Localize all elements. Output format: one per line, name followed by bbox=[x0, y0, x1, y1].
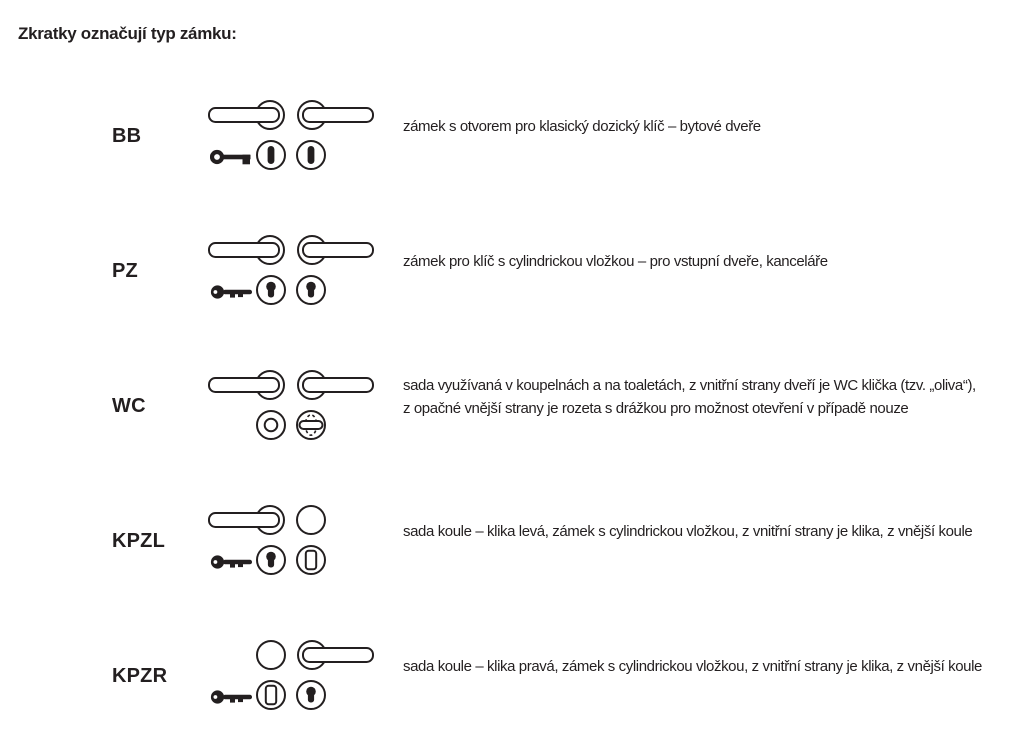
lever-handle-right-icon bbox=[290, 639, 374, 671]
lock-description bbox=[400, 374, 1011, 420]
bb-keyhole-rosette-icon bbox=[255, 139, 287, 171]
cylinder-key-icon bbox=[210, 685, 256, 709]
cylinder-key-icon bbox=[210, 550, 256, 574]
door-knob-icon bbox=[295, 504, 327, 536]
description-line: zámek s otvorem pro klasický dozický klíč – bytové dveře bbox=[403, 118, 761, 135]
lock-icon-set bbox=[208, 99, 400, 175]
lock-type-list bbox=[0, 69, 1011, 744]
lever-handle-right-icon bbox=[290, 234, 374, 266]
lock-icon-set bbox=[208, 504, 400, 580]
lever-handle-right-icon bbox=[290, 99, 374, 131]
lever-handle-left-icon bbox=[208, 504, 292, 536]
lock-code-label: KPZL bbox=[112, 530, 166, 552]
lever-handle-right-icon bbox=[290, 369, 374, 401]
pz-keyhole-rosette-icon bbox=[295, 274, 327, 306]
lever-handle-left-icon bbox=[208, 99, 292, 131]
cylinder-key-icon bbox=[210, 280, 256, 304]
lock-description bbox=[400, 115, 1011, 138]
classic-key-icon bbox=[210, 145, 256, 169]
page-title: Zkratky označují typ zámku: bbox=[18, 24, 237, 43]
lock-description bbox=[400, 520, 1011, 543]
lock-code-label: BB bbox=[112, 125, 142, 147]
bb-keyhole-rosette-icon bbox=[295, 139, 327, 171]
lock-description bbox=[400, 250, 1011, 273]
lever-handle-left-icon bbox=[208, 234, 292, 266]
pz-keyhole-rosette-icon bbox=[295, 679, 327, 711]
groove-rosette-icon bbox=[255, 409, 287, 441]
description-line: zámek pro klíč s cylindrickou vložkou – pro vstupní dveře, kanceláře bbox=[403, 253, 828, 270]
lock-type-row-bb bbox=[112, 69, 1011, 204]
pz-keyhole-rosette-icon bbox=[255, 274, 287, 306]
description-line: sada koule – klika pravá, zámek s cylindrickou vložkou, z vnitřní strany je klika, z vnější koule bbox=[403, 658, 982, 675]
door-knob-icon bbox=[255, 639, 287, 671]
lock-type-row-kpzr bbox=[112, 609, 1011, 744]
lock-code-label: PZ bbox=[112, 260, 138, 282]
lock-type-row-pz bbox=[112, 204, 1011, 339]
lock-description bbox=[400, 655, 1011, 678]
blind-rosette-icon bbox=[295, 544, 327, 576]
lever-handle-left-icon bbox=[208, 369, 292, 401]
blind-rosette-icon bbox=[255, 679, 287, 711]
lock-type-row-kpzl bbox=[112, 474, 1011, 609]
lock-icon-set bbox=[208, 234, 400, 310]
description-line: sada využívaná v koupelnách a na toaletách, z vnitřní strany dveří je WC klička (tzv. „oliva“), bbox=[403, 376, 976, 394]
pz-keyhole-rosette-icon bbox=[255, 544, 287, 576]
lock-icon-set bbox=[208, 369, 400, 445]
lock-icon-set bbox=[208, 639, 400, 715]
lock-code-label: KPZR bbox=[112, 665, 168, 687]
lock-type-row-wc bbox=[112, 339, 1011, 474]
lock-code-label: WC bbox=[112, 395, 146, 417]
description-line: sada koule – klika levá, zámek s cylindrickou vložkou, z vnitřní strany je klika, z vnější koule bbox=[403, 523, 973, 540]
description-line: z opačné vnější strany je rozeta s drážkou pro možnost otevření v případě nouze bbox=[403, 399, 909, 417]
wc-oliva-knob-icon bbox=[295, 409, 327, 441]
